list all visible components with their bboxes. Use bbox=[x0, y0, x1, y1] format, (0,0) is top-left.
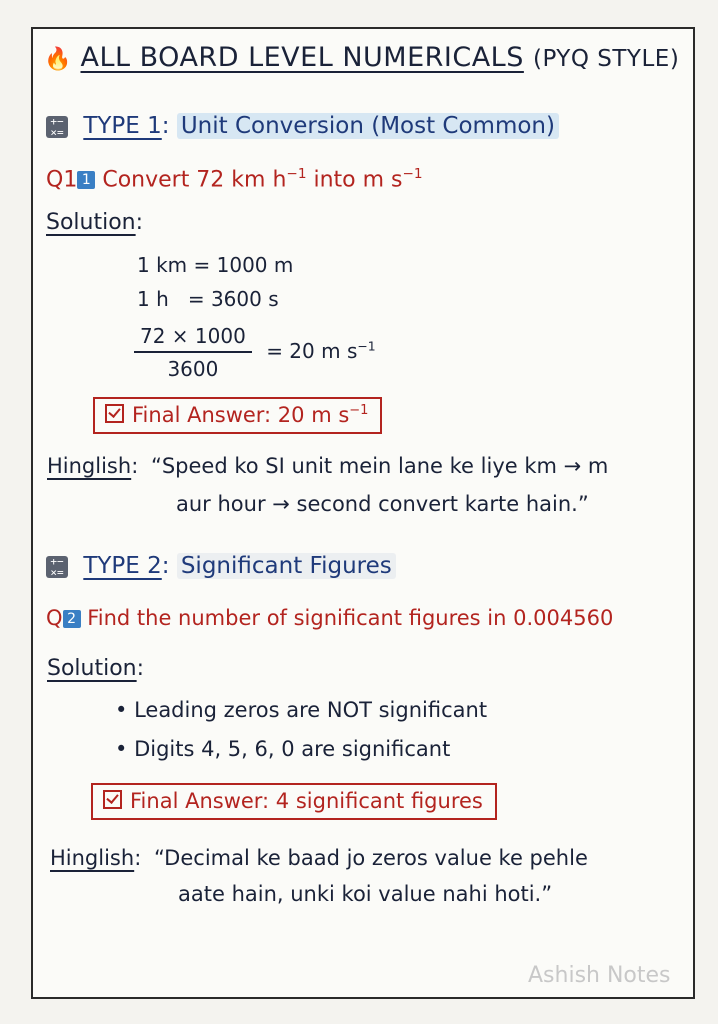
type2-question bbox=[46, 606, 613, 630]
number-two-icon: 2 bbox=[63, 610, 81, 628]
step-h: 1 h = 3600 s bbox=[137, 287, 279, 311]
type1-final-answer: Final Answer: 20 m $s^{-1}$ bbox=[93, 397, 382, 434]
type1-solution-label: Solution: bbox=[46, 210, 144, 235]
type1-label: TYPE 1 bbox=[83, 113, 162, 139]
q1-number: Q1 bbox=[46, 167, 78, 193]
conversion-result: = 20 m s bbox=[266, 339, 358, 363]
q2-text: Find the number of significant figures in 0.004560 bbox=[87, 606, 614, 630]
fraction-numerator: 72 × 1000 bbox=[134, 324, 252, 353]
q2-number: Q bbox=[46, 606, 63, 630]
type2-heading: +− ×= TYPE 2: Significant Figures bbox=[46, 553, 396, 579]
hinglish-label: Hinglish bbox=[50, 846, 135, 870]
q1-text-b: into m s bbox=[306, 167, 403, 193]
watermark: Ashish Notes bbox=[528, 963, 671, 988]
step-km: 1 km = 1000 m bbox=[137, 253, 294, 277]
fraction bbox=[134, 324, 252, 381]
fraction-denominator: 3600 bbox=[167, 357, 219, 381]
bullet-item: • Digits 4, 5, 6, 0 are significant bbox=[115, 737, 451, 761]
type2-hinglish: Hinglish: “Decimal ke baad jo zeros value ke pehle bbox=[50, 846, 588, 870]
page-title bbox=[44, 42, 679, 73]
title-main: ALL BOARD LEVEL NUMERICALS bbox=[80, 42, 524, 73]
type2-final-answer: Final Answer: 4 significant figures bbox=[91, 783, 497, 820]
type2-name: Significant Figures bbox=[177, 553, 396, 579]
hinglish-line1: “Speed ko SI unit mein lane ke liye km → m bbox=[150, 454, 609, 478]
type2-hinglish-line2: aate hain, unki koi value nahi hoti.” bbox=[178, 882, 553, 906]
q1-sup-a: −1 bbox=[286, 166, 307, 182]
bullet-item: • Leading zeros are NOT significant bbox=[115, 698, 488, 722]
q1-sup-b: −1 bbox=[402, 166, 423, 182]
q1-text-a: Convert 72 km h bbox=[102, 167, 287, 193]
title-tag: (PYQ STYLE) bbox=[532, 46, 680, 72]
checkbox-icon bbox=[103, 790, 122, 809]
type1-heading: +− ×= TYPE 1: Unit Conversion (Most Common) bbox=[46, 113, 559, 139]
type1-name: Unit Conversion (Most Common) bbox=[177, 113, 559, 139]
type2-label: TYPE 2 bbox=[83, 553, 162, 579]
conversion-calc bbox=[134, 324, 376, 381]
type2-solution-label: Solution: bbox=[47, 656, 145, 681]
type1-hinglish: Hinglish: “Speed ko SI unit mein lane ke liye km → m bbox=[47, 454, 609, 478]
hinglish-line1: “Decimal ke baad jo zeros value ke pehle bbox=[153, 846, 588, 870]
number-one-icon: 1 bbox=[77, 171, 95, 189]
type1-question bbox=[46, 166, 423, 192]
hinglish-label: Hinglish bbox=[47, 454, 132, 478]
conversion-result-sup: −1 bbox=[357, 338, 376, 354]
calculator-icon: +− ×= bbox=[46, 116, 68, 138]
fire-icon: 🔥 bbox=[44, 47, 72, 72]
type1-hinglish-line2: aur hour → second convert karte hain.” bbox=[176, 492, 589, 516]
calculator-icon: +− ×= bbox=[46, 556, 68, 578]
checkbox-icon bbox=[105, 404, 124, 423]
